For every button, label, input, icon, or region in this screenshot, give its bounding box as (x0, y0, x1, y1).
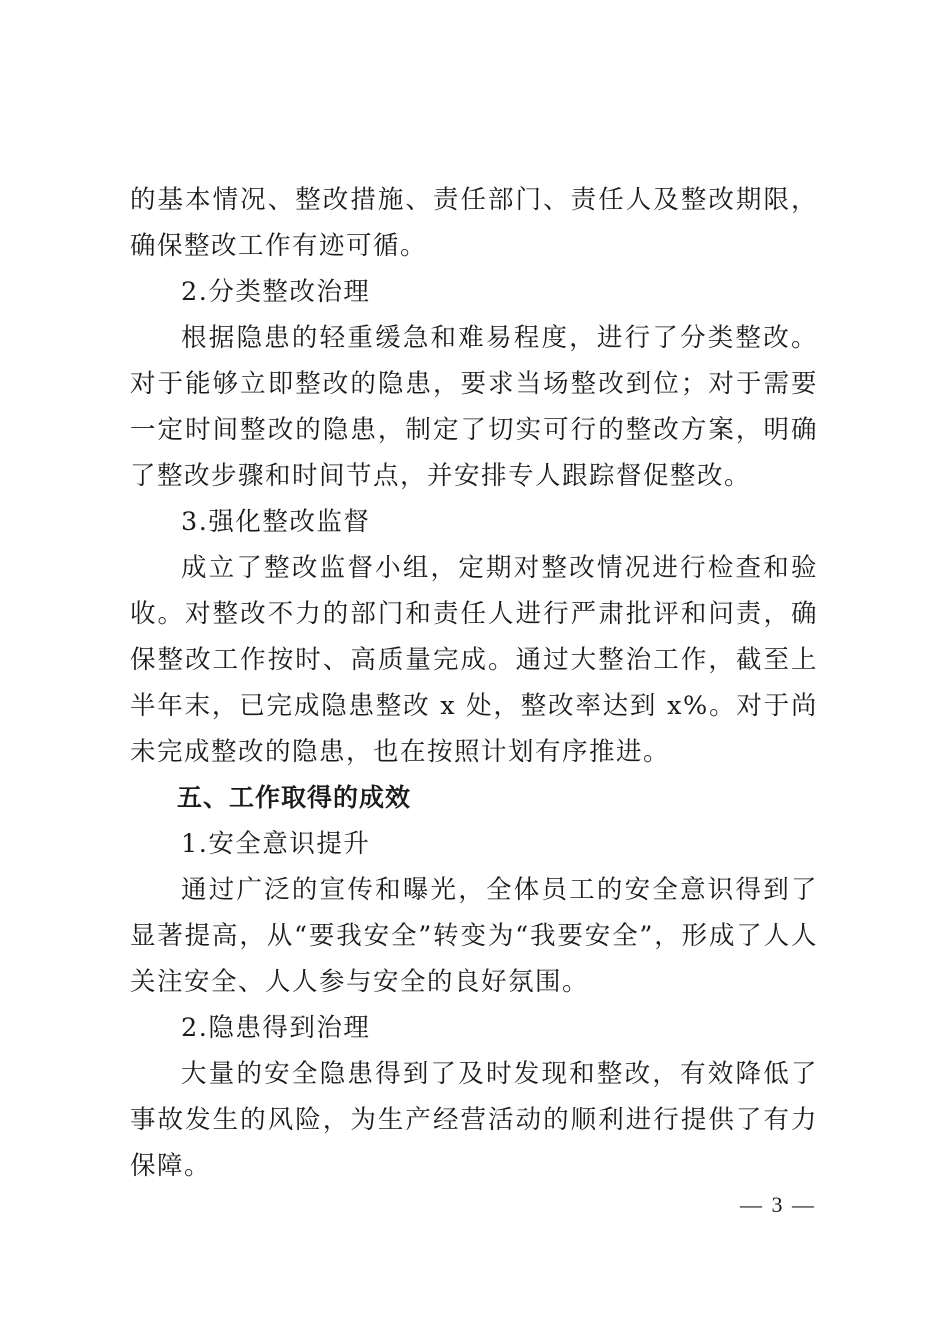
document-body (130, 177, 818, 1189)
paragraph-classified-rectification: 根据隐患的轻重缓急和难易程度，进行了分类整改。对于能够立即整改的隐患，要求当场整改到位；对于需要一定时间整改的隐患，制定了切实可行的整改方案，明确了整改步骤和时间节点，并安排专人跟踪督促整改。 (130, 323, 818, 491)
paragraph-strengthen-supervision: 成立了整改监督小组，定期对整改情况进行检查和验收。对整改不力的部门和责任人进行严肃批评和问责，确保整改工作按时、高质量完成。通过大整治工作，截至上半年末，已完成隐患整改 x 处，整改率达到 x%。对于尚未完成整改的隐患，也在按照计划有序推进。 (130, 553, 818, 767)
subheading-safety-awareness: 1.安全意识提升 (181, 829, 371, 859)
paragraph-continuation: 的基本情况、整改措施、责任部门、责任人及整改期限，确保整改工作有迹可循。 (130, 185, 818, 261)
paragraph-safety-awareness: 通过广泛的宣传和曝光，全体员工的安全意识得到了显著提高，从“要我安全”转变为“我要安全”，形成了人人关注安全、人人参与安全的良好氛围。 (130, 875, 818, 997)
subheading-hazards-addressed: 2.隐患得到治理 (181, 1013, 371, 1043)
page-number: — 3 — (740, 1192, 816, 1217)
section-heading-achievements: 五、工作取得的成效 (177, 783, 412, 812)
subheading-strengthen-supervision: 3.强化整改监督 (181, 507, 371, 537)
subheading-classified-rectification: 2.分类整改治理 (181, 277, 371, 307)
paragraph-hazards-addressed: 大量的安全隐患得到了及时发现和整改，有效降低了事故发生的风险，为生产经营活动的顺利进行提供了有力保障。 (130, 1059, 818, 1181)
